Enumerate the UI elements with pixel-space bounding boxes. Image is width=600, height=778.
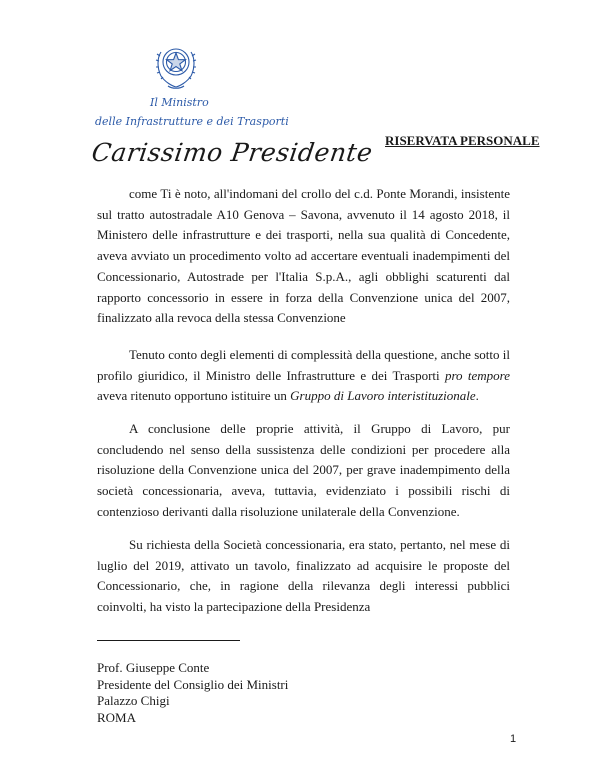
- paragraph-2-italic-b: Gruppo di Lavoro interistituzionale: [290, 388, 476, 404]
- page-number: 1: [510, 733, 517, 745]
- recipient-name: Prof. Giuseppe Conte: [97, 660, 210, 675]
- paragraph-3: A conclusione delle proprie attività, il Gruppo di Lavoro, pur concludendo nel senso della sussistenza delle condizioni per procedere alla risoluzione della Convenzione unica del 2007, per grave inadempimento della società concessionaria, aveva, tuttavia, evidenziato i possibili rischi di contenzioso derivanti dalla risoluzione unilaterale della Convenzione.: [97, 421, 510, 519]
- paragraph-2-italic-a: pro tempore: [444, 367, 510, 383]
- paragraph-1: come Ti è noto, all'indomani del crollo del c.d. Ponte Morandi, insistente sul tratto autostradale A10 Genova – Savona, avvenuto il 14 agosto 2018, il Ministero delle infrastrutture e dei trasporti, nella sua qualità di Concedente, aveva avviato un procedimento volto ad accertare eventuali inadempimenti del Concessionario, Autostrade per l'Italia S.p.A., agli obblighi scaturenti dal rapporto concessorio in essere in forza della Convenzione unica del 2007, finalizzato alla revoca della stessa Convenzione: [97, 186, 510, 326]
- recipient-city: ROMA: [97, 709, 137, 725]
- recipient-address: [97, 660, 288, 726]
- separator-line: [97, 640, 240, 641]
- ministry-title: Il Ministro: [150, 96, 209, 109]
- recipient-title: Presidente del Consiglio dei Ministri: [97, 676, 289, 692]
- recipient-office: Palazzo Chigi: [97, 693, 170, 708]
- paragraph-4: Su richiesta della Società concessionaria, era stato, pertanto, nel mese di luglio del 2019, attivato un tavolo, finalizzato ad acquisire le proposte del Concessionario, che, in ragione della rilevanza degli interessi pubblici coinvolti, ha visto la partecipazione della Presidenza: [97, 537, 510, 615]
- ministry-name: delle Infrastrutture e dei Trasporti: [95, 115, 289, 128]
- handwritten-salutation: Carissimo Presidente: [89, 138, 375, 167]
- paragraph-2-text-c: .: [475, 388, 479, 404]
- paragraph-2: [97, 345, 510, 407]
- paragraph-2-text-a: Tenuto conto degli elementi di complessità della questione, anche sotto il profilo giuridico, il Ministro delle Infrastrutture e dei Trasporti: [97, 347, 510, 383]
- italian-republic-emblem-icon: [152, 40, 200, 92]
- paragraph-2-text-b: aveva ritenuto opportuno istituire un: [97, 388, 291, 404]
- confidentiality-label: RISERVATA PERSONALE: [385, 133, 540, 148]
